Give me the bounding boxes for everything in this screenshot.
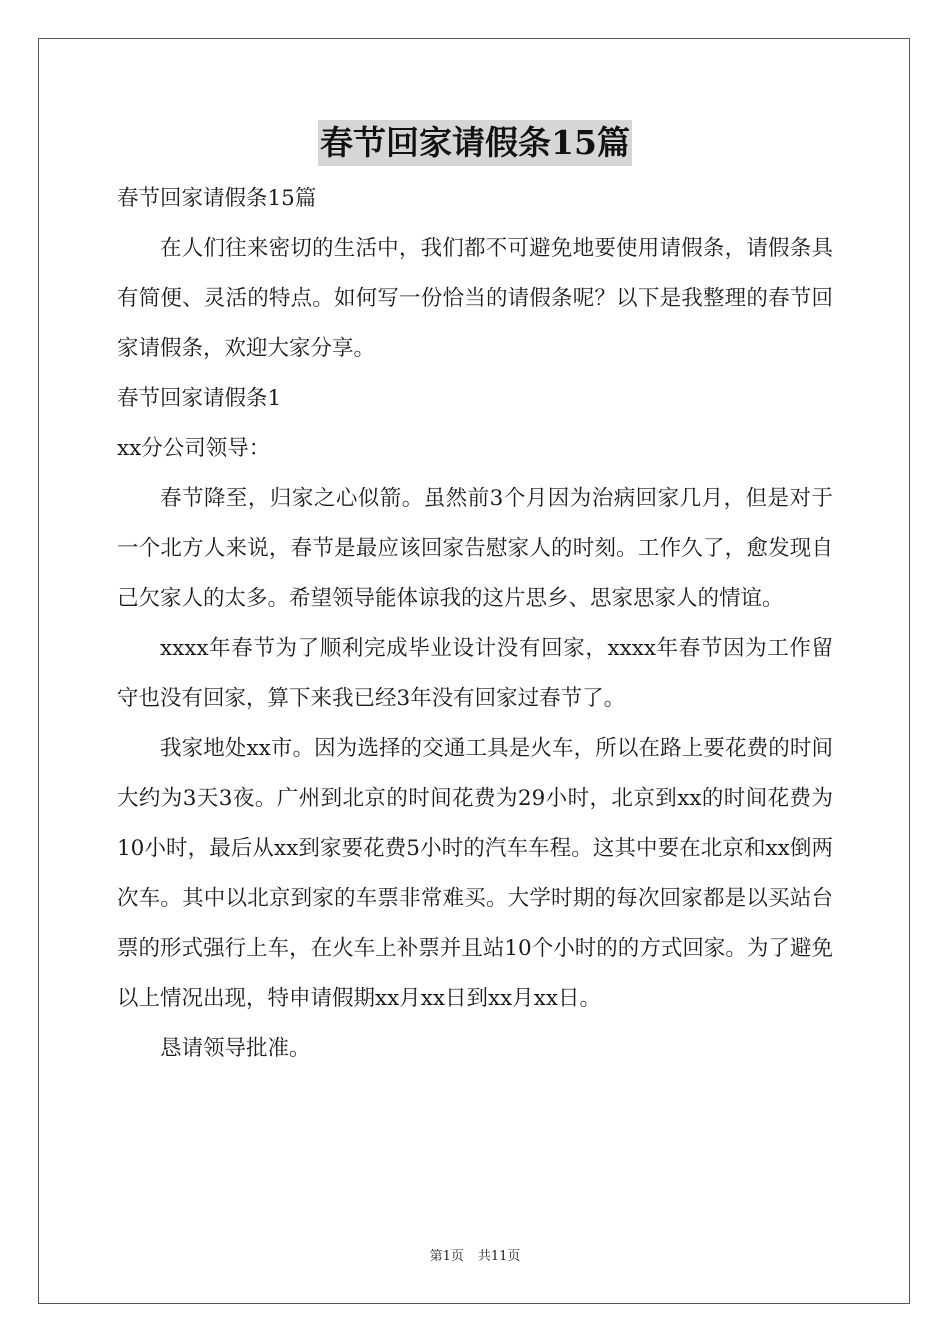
body-paragraph-3: 我家地处xx市。因为选择的交通工具是火车，所以在路上要花费的时间大约为3天3夜。广州到北京的时间花费为29小时，北京到xx的时间花费为10小时，最后从xx到家要花费5小时的汽车车程。这其中要在北京和xx倒两次车。其中以北京到家的车票非常难买。大学时期的每次回家都是以买站台票的形式强行上车，在火车上补票并且站10个小时的的方式回家。为了避免以上情况出现，特申请假期xx月xx日到xx月xx日。	[117, 736, 833, 1011]
salutation: xx分公司领导：	[117, 436, 271, 461]
document-title: 春节回家请假条15篇	[318, 120, 632, 166]
section-heading: 春节回家请假条1	[117, 386, 282, 411]
document-subtitle: 春节回家请假条15篇	[117, 186, 317, 211]
page-number: 第1页	[429, 1249, 464, 1264]
document-body	[117, 120, 833, 1074]
body-paragraph-2: xxxx年春节为了顺利完成毕业设计没有回家，xxxx年春节因为工作留守也没有回家，算下来我已经3年没有回家过春节了。	[117, 636, 833, 711]
body-paragraph-1: 春节降至，归家之心似箭。虽然前3个月因为治病回家几月，但是对于一个北方人来说，春节是最应该回家告慰家人的时刻。工作久了，愈发现自己欠家人的太多。希望领导能体谅我的这片思乡、思家思家人的情谊。	[117, 486, 833, 611]
page-footer	[0, 1245, 950, 1264]
closing-paragraph: 恳请领导批准。	[160, 1036, 311, 1061]
title-wrap	[117, 120, 833, 166]
intro-paragraph: 在人们往来密切的生活中，我们都不可避免地要使用请假条，请假条具有简便、灵活的特点。如何写一份恰当的请假条呢？以下是我整理的春节回家请假条，欢迎大家分享。	[117, 236, 833, 361]
page-total: 共11页	[477, 1249, 521, 1264]
